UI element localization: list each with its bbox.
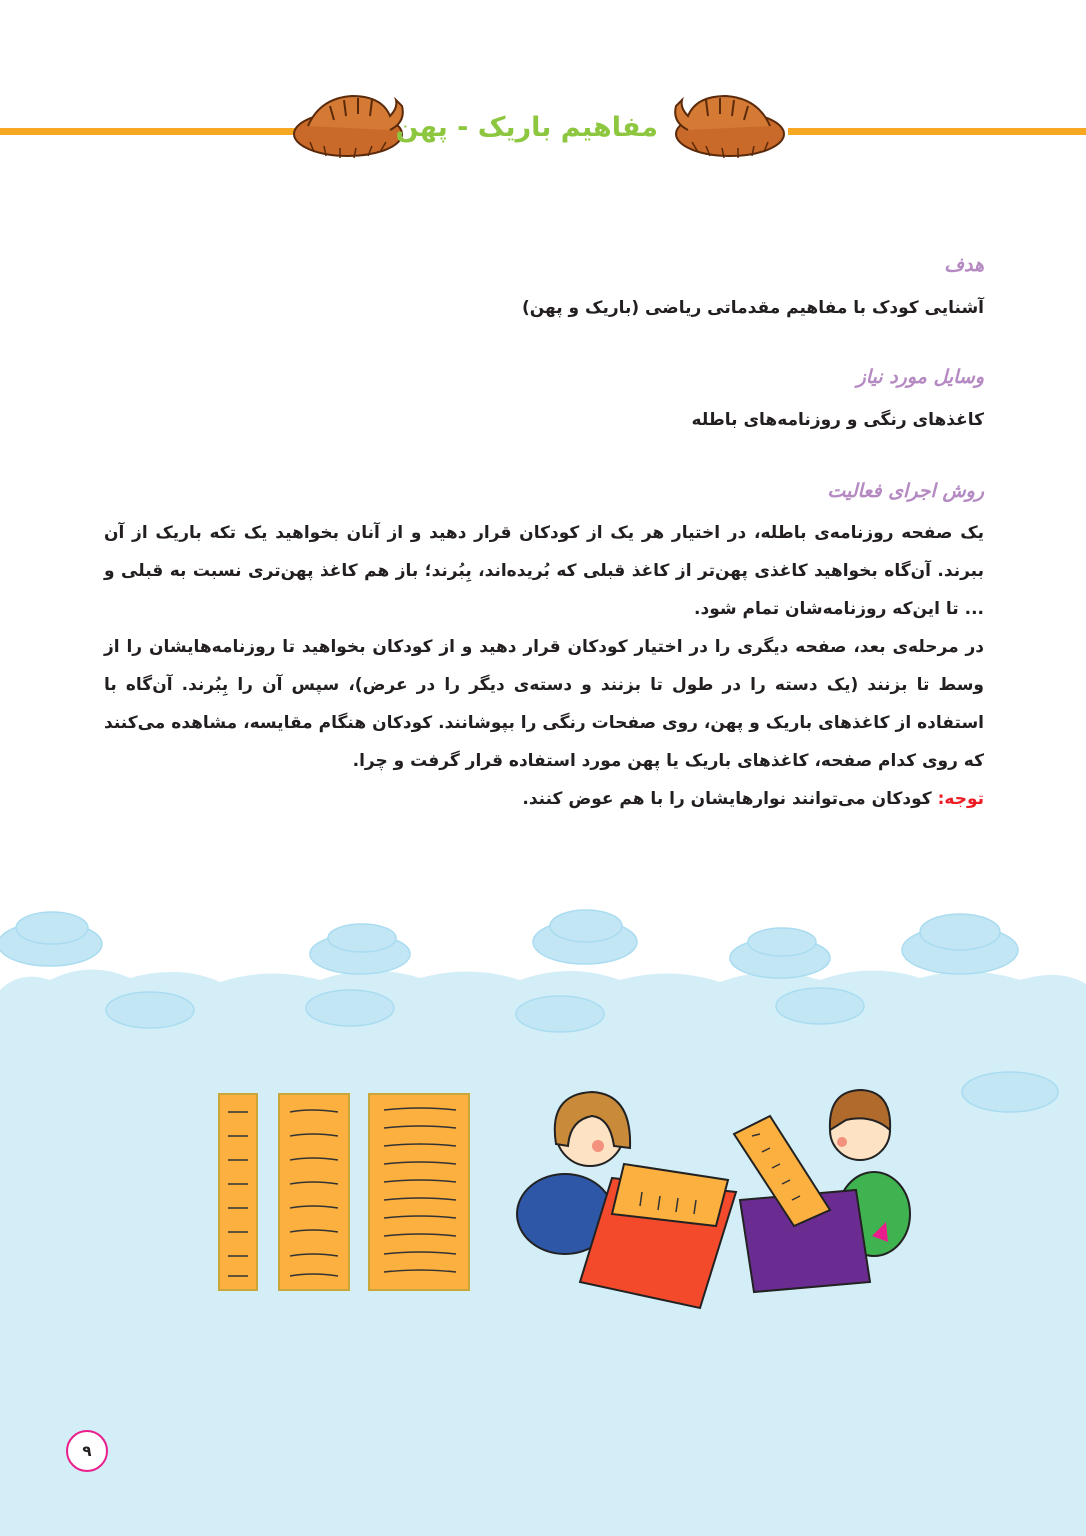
note-label: توجه:	[937, 789, 984, 809]
goal-heading: هدف	[944, 254, 984, 276]
note-text: کودکان می‌توانند نوارهایشان را با هم عوض کنند.	[522, 789, 938, 809]
sleeping-cat-illustration-right	[668, 86, 788, 162]
header-rule-left	[0, 128, 298, 135]
method-paragraph-1: یک صفحه روزنامه‌ی باطله، در اختیار هر یک از کودکان قرار دهید و از آنان بخواهید یک تکه باریک از آن ببرند. آن‌گاه بخواهید کاغذی پهن‌تر از کاغذ قبلی که بُریده‌اند، بِبُرند؛ باز هم کاغذ پهن‌تری نسبت به قبلی و ... تا این‌که روزنامه‌شان تمام شود.	[104, 523, 984, 619]
materials-heading: وسایل مورد نیاز	[856, 366, 984, 388]
header-rule-right	[788, 128, 1086, 135]
note-paragraph	[104, 780, 984, 818]
children-activity-illustration	[0, 880, 1086, 1536]
lesson-content	[104, 250, 984, 818]
page-title: مفاهیم باریک - پهن	[395, 112, 658, 143]
sleeping-cat-illustration-left	[290, 86, 410, 162]
method-heading: روش اجرای فعالیت	[827, 480, 984, 502]
page-number: ۹	[66, 1430, 108, 1472]
materials-text: کاغذهای رنگی و روزنامه‌های باطله	[691, 410, 984, 430]
goal-text: آشنایی کودک با مفاهیم مقدماتی ریاضی (باریک و پهن)	[521, 298, 984, 318]
method-paragraph-2: در مرحله‌ی بعد، صفحه دیگری را در اختیار کودکان قرار دهید و از کودکان بخواهید تا روزنامه‌هایشان را از وسط تا بزنند (یک دسته را در طول تا بزنند و دسته‌ی دیگر را در عرض)، سپس آن را بِبُرند. آن‌گاه با استفاده از کاغذهای باریک و پهن، روی صفحات رنگی را بپوشانند. کودکان هنگام مقایسه، مشاهده می‌کنند که روی کدام صفحه، کاغذهای باریک یا پهن مورد استفاده قرار گرفت و چرا.	[104, 637, 984, 771]
